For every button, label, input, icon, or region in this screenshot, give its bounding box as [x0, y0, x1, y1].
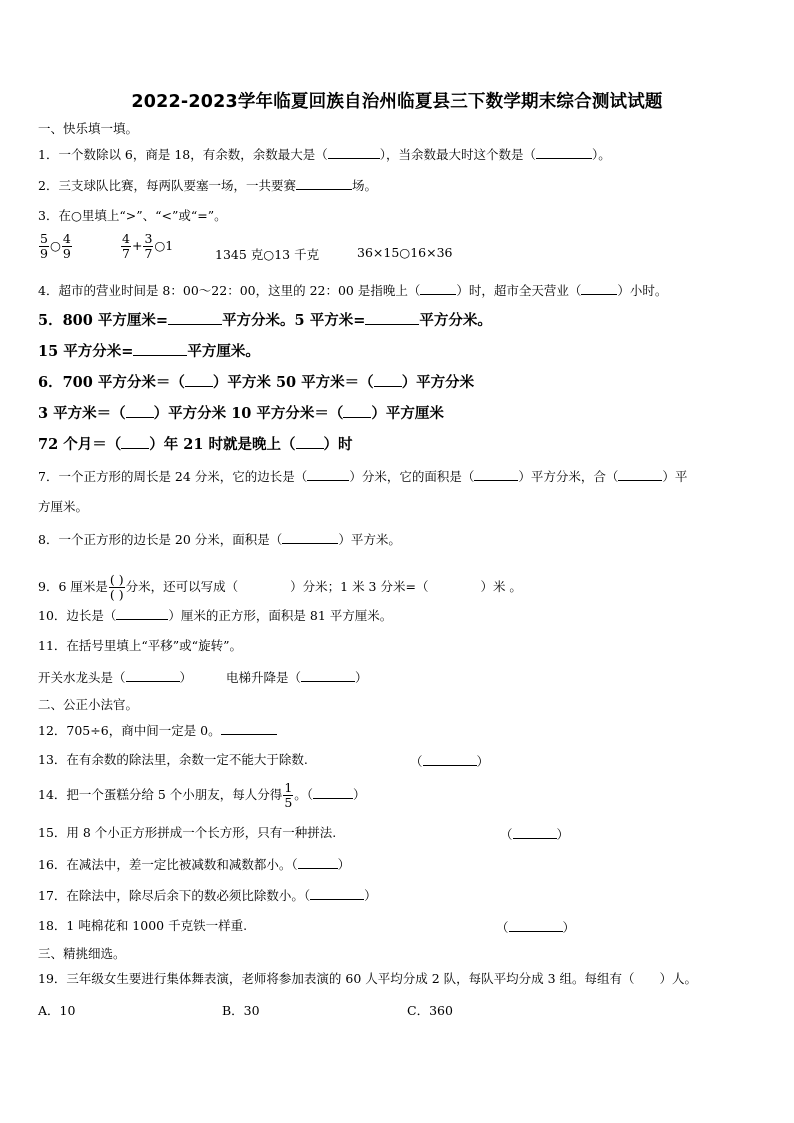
- question-1: 1．一个数除以 6，商是 18，有余数，余数最大是（ ），当余数最大时这个数是（ ）。: [38, 147, 611, 162]
- fraction: $\frac{1}{5}$: [284, 780, 293, 810]
- question-3-item-1: $\frac{5}{9}$ ○ $\frac{4}{9}$: [40, 231, 71, 261]
- question-19: 19．三年级女生要进行集体舞表演，老师将参加表演的 60 人平均分成 2 队，每队平均分成 3 组。每组有（ ）人。: [38, 971, 698, 986]
- answer-blank[interactable]: [423, 753, 477, 766]
- answer-blank[interactable]: [121, 436, 149, 449]
- answer-blank[interactable]: [328, 146, 380, 159]
- question-6-line-1: 6．700 平方分米＝（ ）平方米 50 平方米＝（ ）平方分米: [38, 374, 475, 391]
- fraction: $\frac{3}{7}$: [144, 231, 153, 261]
- answer-blank[interactable]: [420, 282, 456, 295]
- question-11-stem: 11．在括号里填上“平移”或“旋转”。: [38, 638, 242, 653]
- fraction: $\frac{4}{7}$: [122, 231, 130, 261]
- answer-blank[interactable]: [296, 436, 324, 449]
- answer-blank[interactable]: [509, 919, 563, 932]
- question-6-line-3: 72 个月＝（ ）年 21 时就是晚上（ ）时: [38, 436, 353, 453]
- answer-blank[interactable]: [282, 531, 338, 544]
- question-18-answer: （ ）: [496, 920, 576, 935]
- answer-blank[interactable]: [536, 146, 592, 159]
- answer-blank[interactable]: [133, 343, 187, 356]
- question-7-line-1: 7．一个正方形的周长是 24 分米，它的边长是（ ）分米，它的面积是（ ）平方分米，合（ ）平: [38, 469, 688, 484]
- question-16: 16．在减法中，差一定比被减数和减数都小。（ ）: [38, 857, 351, 872]
- answer-blank[interactable]: [298, 856, 338, 869]
- fraction: $\frac{5}{9}$: [40, 231, 48, 261]
- question-9: 9．6 厘米是 $\frac{( )}{( )}$ 分米，还可以写成（ ）分米；1 米 3 分米=（ ）米 。: [38, 572, 522, 602]
- question-5-line-2: 15 平方分米= 平方厘米。: [38, 343, 260, 360]
- question-3-item-3: 1345 克○13 千克: [215, 247, 320, 262]
- answer-blank[interactable]: [474, 468, 518, 481]
- answer-blank[interactable]: [307, 468, 349, 481]
- section-3-heading: 三、精挑细选。: [38, 946, 126, 961]
- question-3-item-4: 36×15○16×36: [357, 245, 453, 260]
- answer-blank[interactable]: [126, 669, 180, 682]
- question-13: 13．在有余数的除法里，余数一定不能大于除数.: [38, 752, 308, 767]
- answer-blank[interactable]: [365, 312, 419, 325]
- question-11-items: 开关水龙头是（ ） 电梯升降是（ ）: [38, 670, 368, 685]
- page-title: 2022-2023学年临夏回族自治州临夏县三下数学期末综合测试试题: [131, 92, 663, 112]
- question-15-answer: （ ）: [500, 827, 570, 842]
- answer-blank[interactable]: [168, 312, 222, 325]
- answer-blank[interactable]: [581, 282, 617, 295]
- question-4: 4．超市的营业时间是 8：00～22：00，这里的 22：00 是指晚上（ ）时，超市全天营业（ ）小时。: [38, 283, 668, 298]
- answer-blank[interactable]: [185, 374, 213, 387]
- answer-blank[interactable]: [618, 468, 662, 481]
- question-13-answer: （ ）: [410, 754, 490, 769]
- answer-blank[interactable]: [313, 786, 353, 799]
- question-17: 17．在除法中，除尽后余下的数必须比除数小。（ ）: [38, 888, 377, 903]
- question-15: 15．用 8 个小正方形拼成一个长方形，只有一种拼法.: [38, 825, 337, 840]
- answer-blank[interactable]: [310, 887, 364, 900]
- question-18: 18．1 吨棉花和 1000 千克铁一样重.: [38, 918, 248, 933]
- answer-blank[interactable]: [116, 607, 168, 620]
- question-10: 10．边长是（ ）厘米的正方形，面积是 81 平方厘米。: [38, 608, 393, 623]
- question-3-item-2: $\frac{4}{7}$ + $\frac{3}{7}$ ○1: [122, 231, 174, 261]
- section-1-heading: 一、快乐填一填。: [38, 121, 139, 136]
- fraction-blank[interactable]: $\frac{( )}{( )}$: [109, 572, 124, 602]
- question-5-line-1: 5．800 平方厘米= 平方分米。5 平方米= 平方分米。: [38, 312, 492, 329]
- question-6-line-2: 3 平方米＝（ ）平方分米 10 平方分米＝（ ）平方厘米: [38, 405, 444, 422]
- section-2-heading: 二、公正小法官。: [38, 697, 139, 712]
- answer-blank[interactable]: [301, 669, 355, 682]
- option-c[interactable]: C．360: [407, 1003, 453, 1018]
- question-8: 8．一个正方形的边长是 20 分米，面积是（ ）平方米。: [38, 532, 401, 547]
- fraction: $\frac{4}{9}$: [62, 231, 71, 261]
- question-2: 2．三支球队比赛，每两队要塞一场，一共要赛 场。: [38, 178, 377, 193]
- answer-blank[interactable]: [126, 405, 154, 418]
- answer-blank[interactable]: [221, 722, 277, 735]
- answer-blank[interactable]: [296, 177, 352, 190]
- answer-blank[interactable]: [343, 405, 371, 418]
- option-b[interactable]: B．30: [222, 1003, 260, 1018]
- option-a[interactable]: A．10: [38, 1003, 76, 1018]
- question-7-line-2: 方厘米。: [38, 499, 89, 514]
- question-12: 12．705÷6，商中间一定是 0。: [38, 722, 764, 739]
- question-3-stem: 3．在○里填上“>”、“<”或“=”。: [38, 208, 227, 223]
- question-14: 14．把一个蛋糕分给 5 个小朋友，每人分得 $\frac{1}{5}$ 。（ ）: [38, 780, 366, 810]
- answer-blank[interactable]: [513, 826, 557, 839]
- answer-blank[interactable]: [374, 374, 402, 387]
